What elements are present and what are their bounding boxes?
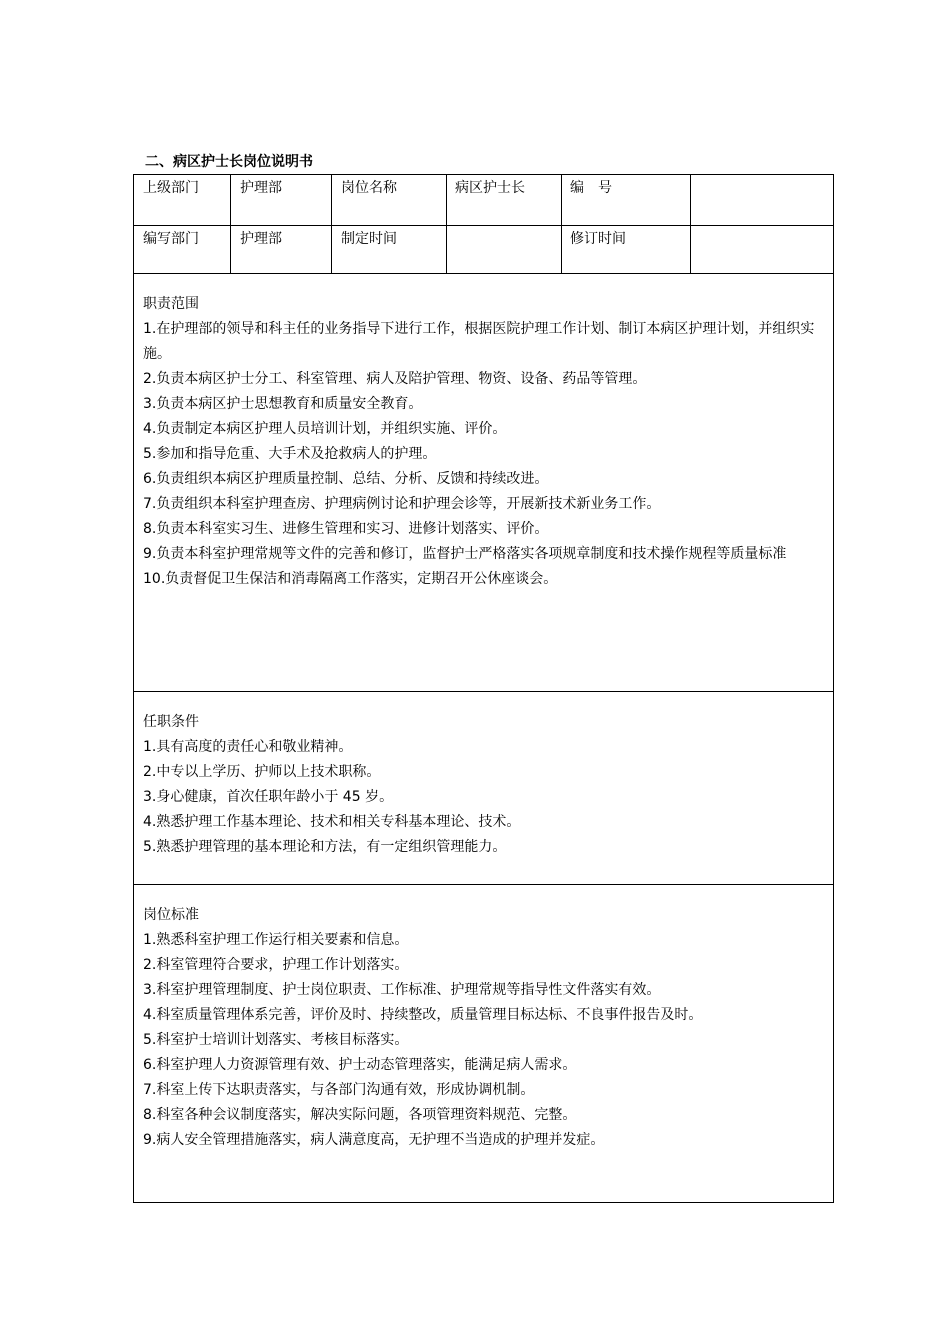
list-item: 1.在护理部的领导和科主任的业务指导下进行工作，根据医院护理工作计划、制订本病区护理计划，并组织实施。 [143, 321, 815, 362]
list-item: 2.负责本病区护士分工、科室管理、病人及陪护管理、物资、设备、药品等管理。 [143, 371, 647, 387]
list-item: 4.熟悉护理工作基本理论、技术和相关专科基本理论、技术。 [143, 814, 521, 830]
list-item: 8.科室各种会议制度落实，解决实际问题，各项管理资料规范、完整。 [143, 1107, 577, 1123]
section-heading: 职责范围 [143, 296, 199, 312]
column-divider [561, 175, 562, 273]
column-divider [446, 175, 447, 273]
list-item: 9.负责本科室护理常规等文件的完善和修订，监督护士严格落实各项规章制度和技术操作规程等质量标准 [143, 546, 787, 562]
section-divider [134, 884, 833, 885]
list-item: 1.熟悉科室护理工作运行相关要素和信息。 [143, 932, 409, 948]
standards-section [143, 903, 827, 1153]
list-item: 7.负责组织本科室护理查房、护理病例讨论和护理会诊等，开展新技术新业务工作。 [143, 496, 661, 512]
list-item: 1.具有高度的责任心和敬业精神。 [143, 739, 353, 755]
column-divider [690, 175, 691, 273]
created-date-label: 制定时间 [341, 231, 397, 247]
list-item: 5.参加和指导危重、大手术及抢救病人的护理。 [143, 446, 437, 462]
position-name-value: 病区护士长 [455, 180, 525, 196]
list-item: 6.科室护理人力资源管理有效、护士动态管理落实，能满足病人需求。 [143, 1057, 577, 1073]
author-department-label: 编写部门 [143, 231, 199, 247]
list-item: 4.负责制定本病区护理人员培训计划，并组织实施、评价。 [143, 421, 507, 437]
job-description-table [133, 174, 834, 1203]
author-department-value: 护理部 [240, 231, 282, 247]
revised-date-label: 修订时间 [570, 231, 626, 247]
section-heading: 岗位标准 [143, 907, 199, 923]
column-divider [331, 175, 332, 273]
section-divider [134, 691, 833, 692]
superior-department-label: 上级部门 [143, 180, 199, 196]
superior-department-value: 护理部 [240, 180, 282, 196]
section-heading: 任职条件 [143, 714, 199, 730]
list-item: 2.中专以上学历、护师以上技术职称。 [143, 764, 381, 780]
column-divider [230, 175, 231, 273]
list-item: 3.科室护理管理制度、护士岗位职责、工作标准、护理常规等指导性文件落实有效。 [143, 982, 661, 998]
list-item: 5.熟悉护理管理的基本理论和方法，有一定组织管理能力。 [143, 839, 507, 855]
list-item: 3.负责本病区护士思想教育和质量安全教育。 [143, 396, 423, 412]
list-item: 6.负责组织本病区护理质量控制、总结、分析、反馈和持续改进。 [143, 471, 549, 487]
duties-section [143, 292, 827, 592]
qualifications-section [143, 710, 827, 860]
list-item: 10.负责督促卫生保洁和消毒隔离工作落实，定期召开公休座谈会。 [143, 571, 558, 587]
list-item: 4.科室质量管理体系完善，评价及时、持续整改，质量管理目标达标、不良事件报告及时。 [143, 1007, 703, 1023]
row-divider [134, 273, 833, 274]
number-label: 编 号 [570, 180, 612, 196]
position-name-label: 岗位名称 [341, 180, 397, 196]
list-item: 2.科室管理符合要求，护理工作计划落实。 [143, 957, 409, 973]
row-divider [134, 225, 833, 226]
list-item: 9.病人安全管理措施落实，病人满意度高，无护理不当造成的护理并发症。 [143, 1132, 605, 1148]
list-item: 5.科室护士培训计划落实、考核目标落实。 [143, 1032, 409, 1048]
list-item: 3.身心健康，首次任职年龄小于 45 岁。 [143, 789, 394, 805]
list-item: 8.负责本科室实习生、进修生管理和实习、进修计划落实、评价。 [143, 521, 549, 537]
document-title: 二、病区护士长岗位说明书 [145, 154, 313, 170]
list-item: 7.科室上传下达职责落实，与各部门沟通有效，形成协调机制。 [143, 1082, 535, 1098]
